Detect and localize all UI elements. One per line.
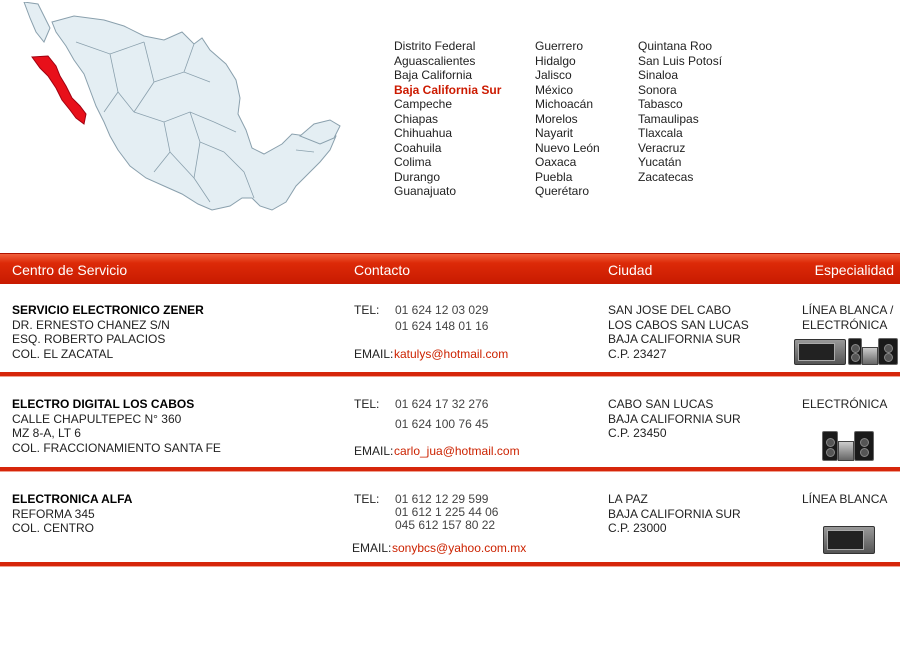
state-link[interactable]: Puebla: [535, 169, 573, 184]
state-link[interactable]: Nayarit: [535, 126, 574, 140]
state-link[interactable]: San Luis Potosí: [638, 53, 723, 68]
row-separator: [0, 372, 900, 377]
state-link[interactable]: Tlaxcala: [638, 126, 683, 140]
city-line: BAJA CALIFORNIA SUR: [608, 332, 741, 346]
state-link[interactable]: Sonora: [638, 82, 677, 97]
city-cell: [608, 397, 741, 441]
state-link[interactable]: Jalisco: [535, 68, 572, 82]
state-link[interactable]: Yucatán: [638, 155, 682, 169]
state-link[interactable]: Baja California Sur: [394, 82, 502, 97]
specialty-cell: [802, 397, 887, 412]
contact-cell: [354, 492, 594, 562]
email-label: EMAIL:: [354, 444, 394, 458]
email-label: EMAIL:: [354, 347, 394, 361]
service-center-name: ELECTRO DIGITAL LOS CABOS: [12, 397, 195, 411]
stereo-icon: [862, 347, 878, 365]
microwave-icon: [823, 526, 875, 554]
contact-cell: [354, 397, 594, 467]
city-line: C.P. 23427: [608, 346, 667, 361]
address-line: COL. FRACCIONAMIENTO SANTA FE: [12, 440, 221, 455]
city-cell: [608, 303, 749, 361]
speaker-icon: [822, 431, 838, 461]
state-link[interactable]: Oaxaca: [535, 155, 577, 169]
city-line: BAJA CALIFORNIA SUR: [608, 506, 741, 521]
state-link[interactable]: Tamaulipas: [638, 111, 699, 126]
state-link[interactable]: Campeche: [394, 97, 453, 111]
city-line: BAJA CALIFORNIA SUR: [608, 411, 741, 426]
state-link[interactable]: Morelos: [535, 111, 578, 126]
email-label: EMAIL:: [352, 541, 392, 555]
table-header: [0, 253, 900, 284]
row-separator: [0, 467, 900, 472]
city-line: CABO SAN LUCAS: [608, 397, 714, 411]
email-link[interactable]: carlo_jua@hotmail.com: [394, 444, 520, 458]
service-center-name: SERVICIO ELECTRONICO ZENER: [12, 303, 204, 317]
tel-label: TEL:: [354, 492, 380, 506]
specialty-line: ELECTRÓNICA: [802, 397, 888, 411]
tel-label: TEL:: [354, 303, 380, 317]
state-link[interactable]: Zacatecas: [638, 169, 694, 184]
address-line: REFORMA 345: [12, 506, 95, 521]
specialty-cell: [802, 303, 893, 332]
mexico-map[interactable]: [14, 2, 344, 217]
header-contacto: Contacto: [354, 262, 411, 278]
state-link[interactable]: Aguascalientes: [394, 53, 476, 68]
row-separator: [0, 562, 900, 567]
phone-number: 045 612 157 80 22: [395, 518, 496, 532]
address-line: COL. EL ZACATAL: [12, 346, 114, 361]
phone-number: 01 624 148 01 16: [395, 319, 489, 333]
state-link[interactable]: Nuevo León: [535, 140, 600, 155]
city-line: C.P. 23450: [608, 426, 667, 440]
city-line: SAN JOSE DEL CABO: [608, 303, 731, 317]
email-link[interactable]: sonybcs@yahoo.com.mx: [392, 541, 527, 555]
state-list-column-3: [638, 39, 722, 184]
specialty-cell: [802, 492, 887, 507]
service-center-name: ELECTRONICA ALFA: [12, 492, 133, 506]
address-line: COL. CENTRO: [12, 521, 95, 535]
tel-label: TEL:: [354, 397, 380, 411]
city-line: C.P. 23000: [608, 521, 667, 535]
address-line: CALLE CHAPULTEPEC N° 360: [12, 411, 182, 426]
header-especialidad: Especialidad: [814, 262, 894, 278]
address-line: ESQ. ROBERTO PALACIOS: [12, 332, 166, 346]
state-link[interactable]: Guanajuato: [394, 184, 457, 198]
microwave-icon: [794, 339, 846, 365]
service-center-cell: [12, 397, 221, 455]
speaker-icon: [854, 431, 874, 461]
city-line: LOS CABOS SAN LUCAS: [608, 317, 749, 332]
city-cell: [608, 492, 741, 536]
phone-number: 01 612 12 29 599: [395, 492, 489, 506]
address-line: DR. ERNESTO CHANEZ S/N: [12, 317, 170, 332]
state-link[interactable]: Chihuahua: [394, 126, 453, 140]
state-link[interactable]: Distrito Federal: [394, 39, 476, 53]
address-line: MZ 8-A, LT 6: [12, 426, 81, 440]
state-link[interactable]: Veracruz: [638, 140, 686, 155]
service-center-cell: [12, 303, 204, 361]
state-link[interactable]: Durango: [394, 169, 441, 184]
state-link[interactable]: Hidalgo: [535, 53, 576, 68]
specialty-line: LÍNEA BLANCA: [802, 492, 888, 506]
header-ciudad: Ciudad: [608, 262, 653, 278]
stereo-icon: [838, 441, 854, 461]
state-link[interactable]: Michoacán: [535, 97, 594, 111]
email-link[interactable]: katulys@hotmail.com: [394, 347, 509, 361]
specialty-line: LÍNEA BLANCA /: [802, 303, 894, 317]
speaker-icon: [878, 338, 898, 365]
state-link[interactable]: Colima: [394, 155, 432, 169]
state-link[interactable]: Sinaloa: [638, 68, 679, 82]
specialty-line: ELECTRÓNICA: [802, 317, 888, 332]
city-line: LA PAZ: [608, 492, 648, 506]
state-link[interactable]: Querétaro: [535, 184, 590, 198]
service-center-cell: [12, 492, 132, 536]
state-link[interactable]: México: [535, 82, 574, 97]
state-link[interactable]: Quintana Roo: [638, 39, 713, 53]
speaker-icon: [848, 338, 862, 365]
header-centro: Centro de Servicio: [12, 262, 128, 278]
state-link[interactable]: Guerrero: [535, 39, 584, 53]
state-list-column-2: [535, 39, 600, 199]
state-link[interactable]: Chiapas: [394, 111, 439, 126]
phone-number: 01 624 12 03 029: [395, 303, 489, 317]
state-link[interactable]: Coahuila: [394, 140, 442, 155]
phone-number: 01 612 1 225 44 06: [395, 505, 499, 519]
state-list-column-1: [394, 39, 501, 199]
phone-number: 01 624 100 76 45: [395, 417, 489, 431]
state-link[interactable]: Tabasco: [638, 97, 683, 111]
contact-cell: [354, 303, 594, 373]
baja-california-shape[interactable]: [24, 2, 50, 42]
phone-number: 01 624 17 32 276: [395, 397, 489, 411]
state-link[interactable]: Baja California: [394, 68, 473, 82]
